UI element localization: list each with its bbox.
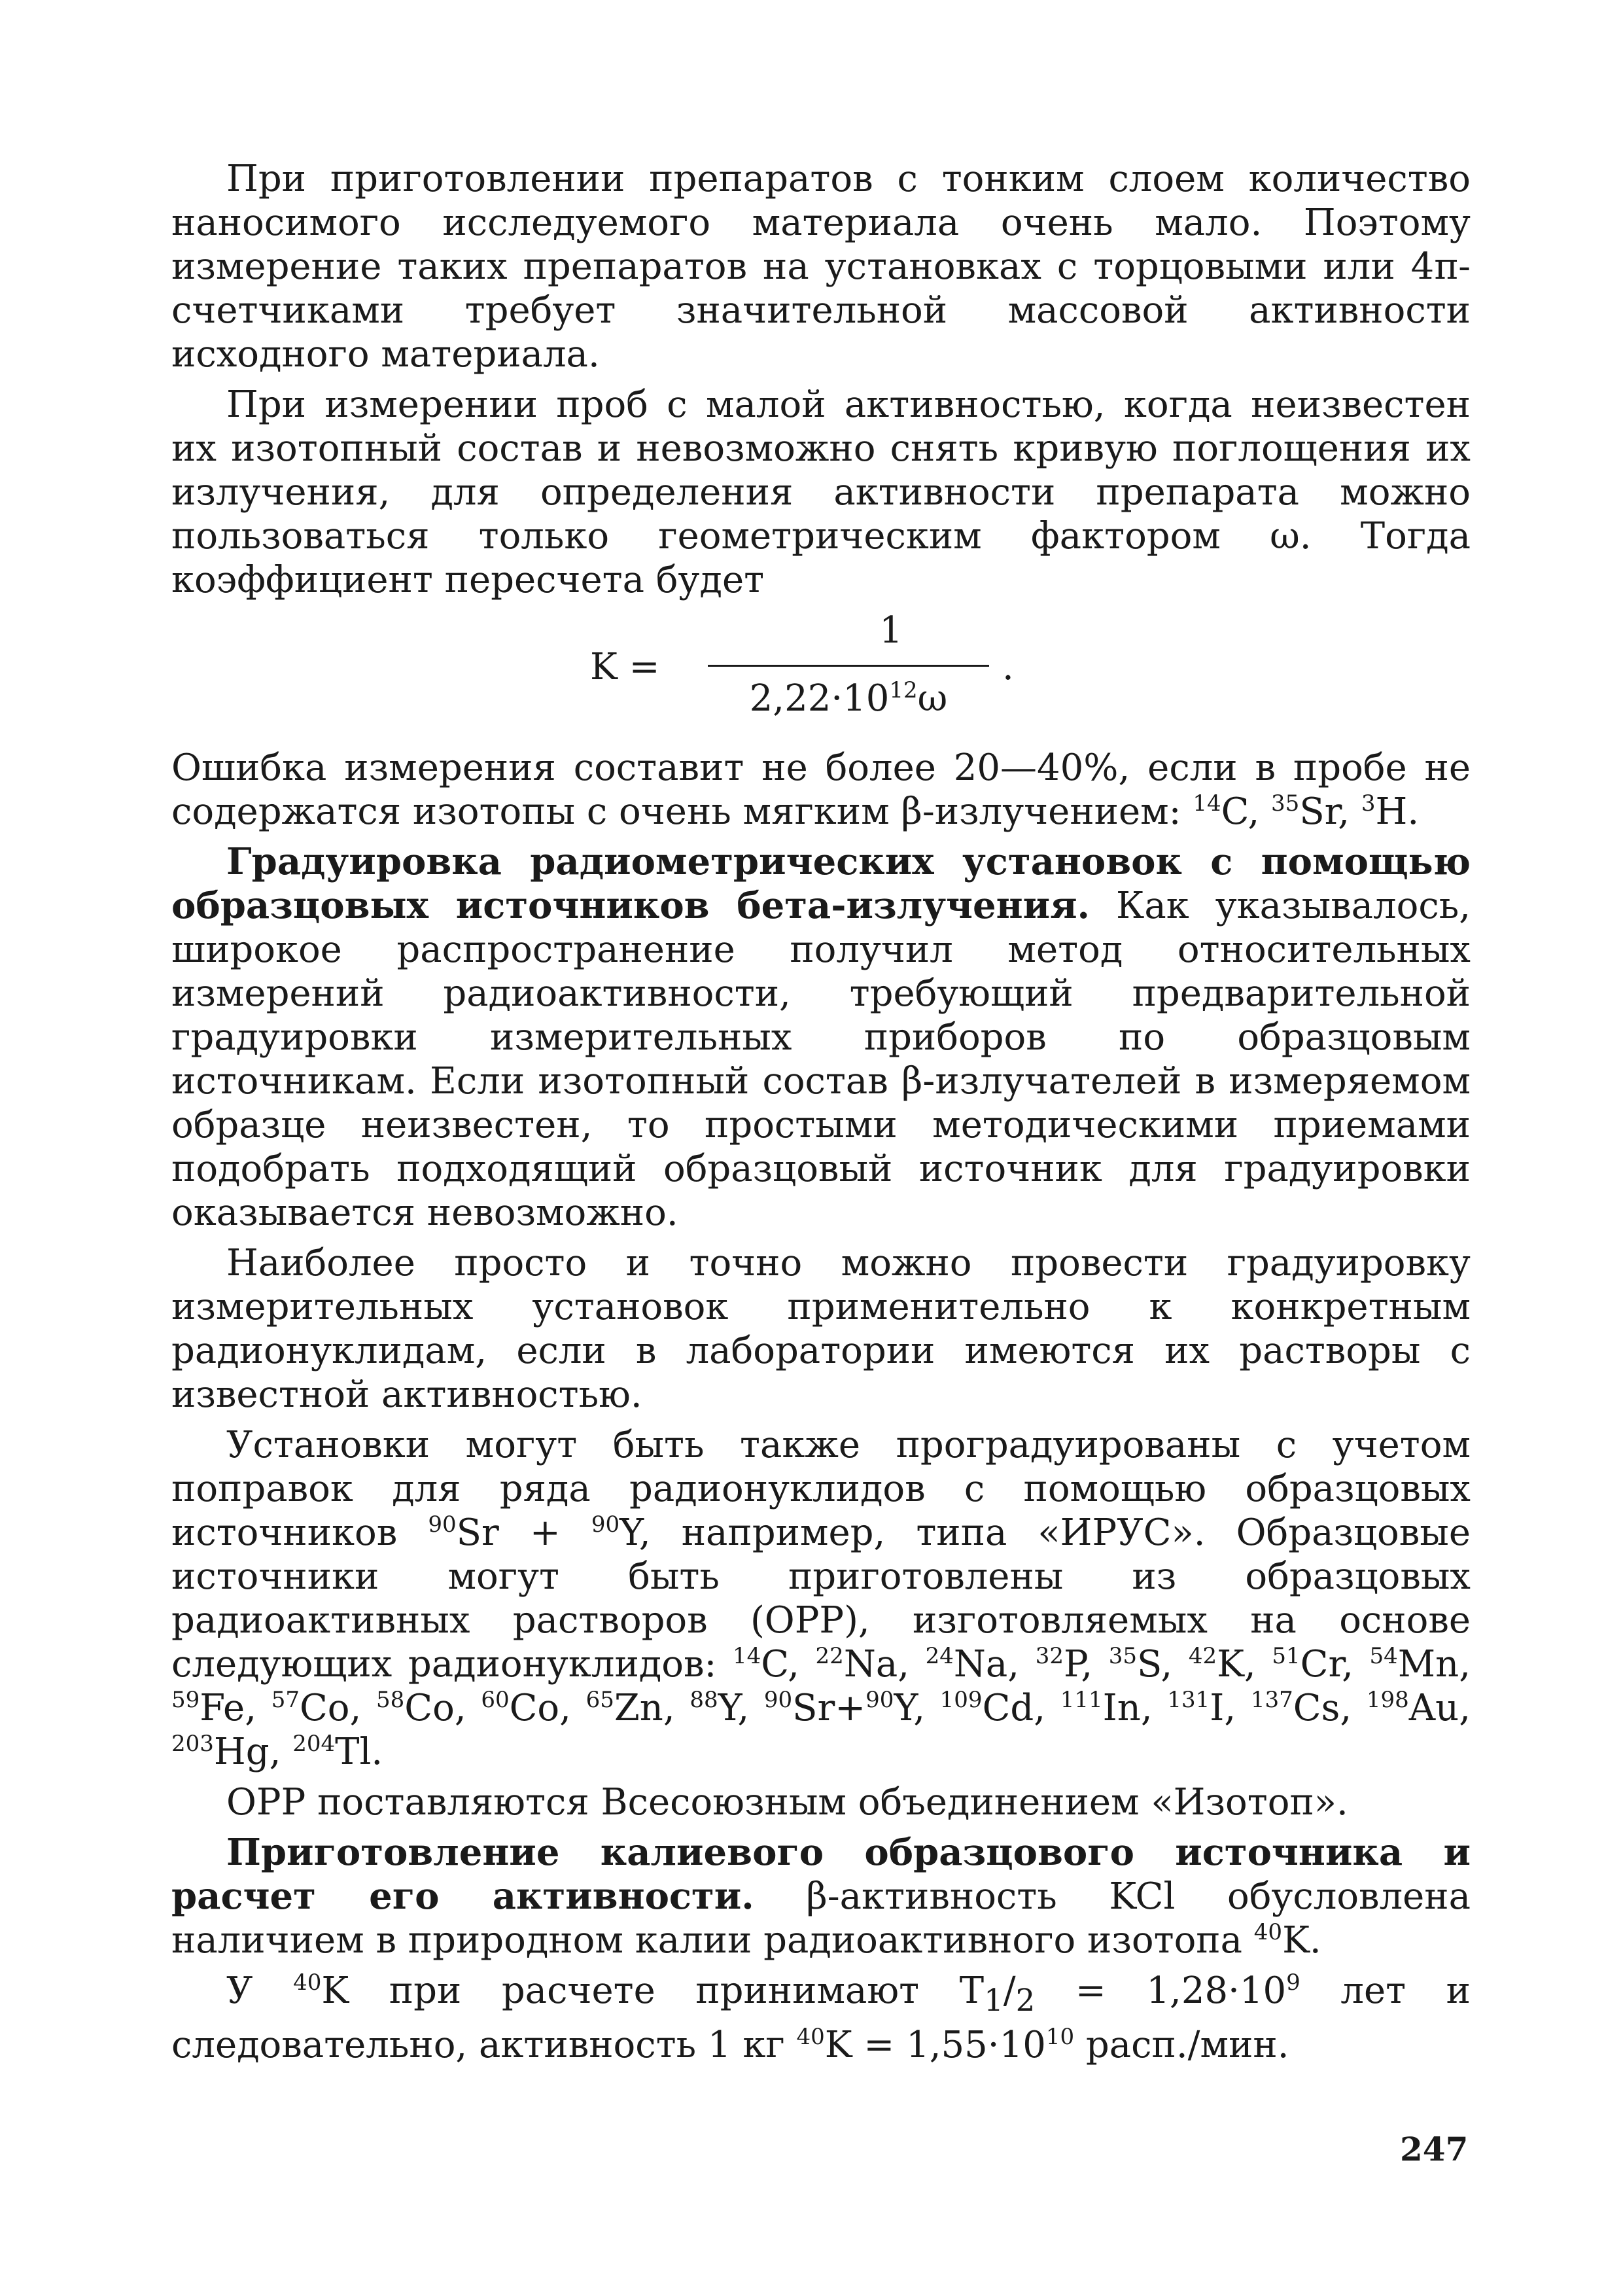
p3-iso-2: Sr, — [1299, 790, 1361, 833]
nuclide-symbol: P, — [1064, 1643, 1109, 1686]
p8-k-mass: 40 — [1253, 1919, 1283, 1945]
p6-text-a: Установки могут быть также проградуированы с учетом поправок для ряда радионуклидов с помощью образцовых источников — [171, 1424, 1471, 1554]
nuclide-mass-number: 90 — [763, 1687, 793, 1713]
nuclide-symbol: Tl. — [335, 1731, 383, 1773]
nuclide-mass-number: 90 — [865, 1687, 894, 1713]
nuclide-symbol: S, — [1137, 1643, 1189, 1686]
paragraph-9 — [171, 1969, 1471, 2067]
nuclide-mass-number: 22 — [815, 1643, 844, 1669]
nuclide-mass-number: 51 — [1272, 1643, 1300, 1669]
nuclide-symbol: In, — [1102, 1687, 1168, 1729]
nuclide-mass-number: 203 — [171, 1731, 214, 1757]
p9-a: У — [226, 1969, 294, 2012]
nuclide-symbol: Au, — [1408, 1687, 1471, 1729]
p9-exp-1: 9 — [1286, 1969, 1300, 1996]
paragraph-4 — [171, 840, 1471, 1235]
nuclide-mass-number: 109 — [939, 1687, 983, 1713]
nuclide-symbol: Co, — [404, 1687, 481, 1729]
nuclide-mass-number: 88 — [689, 1687, 718, 1713]
formula-numerator: 1 — [879, 609, 903, 652]
p8-text-a: β-активность KCl обусловлена наличием в природном калии радиоактивного изотопа — [171, 1875, 1471, 1962]
p3-iso-3-mass: 3 — [1361, 790, 1376, 817]
nuclide-symbol: Zn, — [614, 1687, 690, 1729]
p9-d: = 1,28·10 — [1035, 1969, 1287, 2012]
p9-g: расп./мин. — [1074, 2024, 1289, 2067]
nuclide-symbol: Y, — [894, 1687, 940, 1729]
paragraph-7: ОРР поставляются Всесоюзным объединением «Изотоп». — [226, 1781, 1348, 1824]
nuclide-mass-number: 131 — [1167, 1687, 1210, 1713]
nuclide-mass-number: 59 — [171, 1687, 200, 1713]
nuclide-mass-number: 60 — [481, 1687, 510, 1713]
formula-den-exp: 12 — [889, 677, 918, 703]
nuclide-mass-number: 137 — [1250, 1687, 1293, 1713]
formula-end: . — [1002, 646, 1014, 688]
nuclide-mass-number: 57 — [271, 1687, 300, 1713]
p4-text: Как указывалось, широкое распространение получил метод относительных измерений радиоактивности, требующий предварительной градуировки измерительных приборов по образцовым источникам. Если изотопный состав β-излучателей в измеряемом образце неизвестен, то простыми методическими приемами подобрать подходящий образцовый источник для градуировки оказывается невозможно. — [171, 885, 1471, 1234]
nuclide-symbol: Cd, — [982, 1687, 1060, 1729]
page-number: 247 — [1400, 2130, 1469, 2168]
p6-text-c: Y, например, типа «ИРУС». Образцовые источники могут быть приготовлены из образцовых радиоактивных растворов (ОРР), изготовляемых на основе следующих радионуклидов: — [171, 1511, 1471, 1686]
formula-den-tail: ω — [917, 677, 948, 720]
formula-denominator — [708, 677, 989, 720]
p9-slash: / — [1003, 1969, 1016, 2012]
p3-iso-2-mass: 35 — [1271, 790, 1300, 817]
section-heading-calibration: Градуировка радиометрических установок с помощью образцовых источников бета-излучения. — [171, 840, 1471, 927]
section-heading-potassium: Приготовление калиевого образцового источника и расчет его активности. — [171, 1831, 1471, 1918]
nuclide-symbol: C, — [761, 1643, 816, 1686]
nuclide-mass-number: 111 — [1060, 1687, 1103, 1713]
fraction-bar — [708, 665, 989, 667]
formula-den-base: 2,22·10 — [749, 677, 890, 720]
conversion-formula — [171, 609, 1471, 739]
p9-e: лет и следовательно, активность 1 кг — [171, 1969, 1471, 2067]
paragraph-6 — [171, 1423, 1471, 1774]
nuclide-symbol: Cs, — [1293, 1687, 1367, 1729]
p3-iso-1: C, — [1221, 790, 1272, 833]
p9-k-mass: 40 — [293, 1969, 322, 1996]
nuclide-symbol: Co, — [299, 1687, 376, 1729]
nuclide-mass-number: 42 — [1188, 1643, 1217, 1669]
nuclide-mass-number: 32 — [1035, 1643, 1064, 1669]
p6-sr-mass: 90 — [428, 1511, 457, 1538]
nuclide-symbol: I, — [1210, 1687, 1251, 1729]
nuclide-symbol: Mn, — [1397, 1643, 1471, 1686]
p9-f: K = 1,55·10 — [824, 2024, 1046, 2067]
paragraph-3 — [171, 746, 1471, 834]
nuclide-symbol: Na, — [843, 1643, 926, 1686]
nuclide-symbol: Hg, — [213, 1731, 293, 1773]
paragraph-5: Наиболее просто и точно можно провести градуировку измерительных установок применительно к конкретным радионуклидам, если в лаборатории имеются их растворы с известной активностью. — [171, 1242, 1471, 1416]
nuclide-symbol: Y, — [718, 1687, 764, 1729]
p3-iso-3: H. — [1375, 790, 1420, 833]
p9-exp-2: 10 — [1045, 2024, 1075, 2051]
nuclide-symbol: Cr, — [1300, 1643, 1370, 1686]
nuclide-mass-number: 198 — [1366, 1687, 1409, 1713]
p3-text: Ошибка измерения составит не более 20—40%, если в пробе не содержатся изотопы с очень мягким β-излучением: — [171, 747, 1471, 833]
nuclide-symbol: Fe, — [200, 1687, 271, 1729]
p9-k-mass-2: 40 — [796, 2024, 825, 2051]
nuclide-symbol: K, — [1217, 1643, 1272, 1686]
p9-half-den: 2 — [1015, 1983, 1036, 2019]
page-body — [171, 157, 1471, 2074]
nuclide-symbol: Sr+ — [792, 1687, 866, 1729]
nuclide-mass-number: 24 — [925, 1643, 954, 1669]
p8-text-b: K. — [1282, 1919, 1321, 1962]
nuclide-symbol: Na, — [953, 1643, 1036, 1686]
nuclide-mass-number: 54 — [1369, 1643, 1398, 1669]
nuclide-symbol: Co, — [509, 1687, 586, 1729]
formula-lhs: K = — [590, 646, 660, 688]
paragraph-2: При измерении проб с малой активностью, когда неизвестен их изотопный состав и невозможно снять кривую поглощения их излучения, для определения активности препарата можно пользоваться только геометрическим фактором ω. Тогда коэффициент пересчета будет — [171, 383, 1471, 601]
nuclide-mass-number: 58 — [376, 1687, 405, 1713]
p9-half-num: 1 — [984, 1983, 1003, 2019]
paragraph-1: При приготовлении препаратов с тонким слоем количество наносимого исследуемого материала очень мало. Поэтому измерение таких препаратов на установках с торцовыми или 4π-счетчиками требует значительной массовой активности исходного материала. — [171, 158, 1471, 376]
nuclide-mass-number: 65 — [585, 1687, 614, 1713]
nuclide-mass-number: 14 — [733, 1643, 761, 1669]
nuclide-mass-number: 204 — [292, 1731, 336, 1757]
p9-b: K при расчете принимают T — [321, 1969, 985, 2012]
paragraph-8 — [171, 1831, 1471, 1962]
p3-iso-1-mass: 14 — [1193, 790, 1221, 817]
nuclide-mass-number: 35 — [1108, 1643, 1138, 1669]
p6-y-mass: 90 — [591, 1511, 620, 1538]
p6-text-b: Sr + — [456, 1511, 591, 1554]
